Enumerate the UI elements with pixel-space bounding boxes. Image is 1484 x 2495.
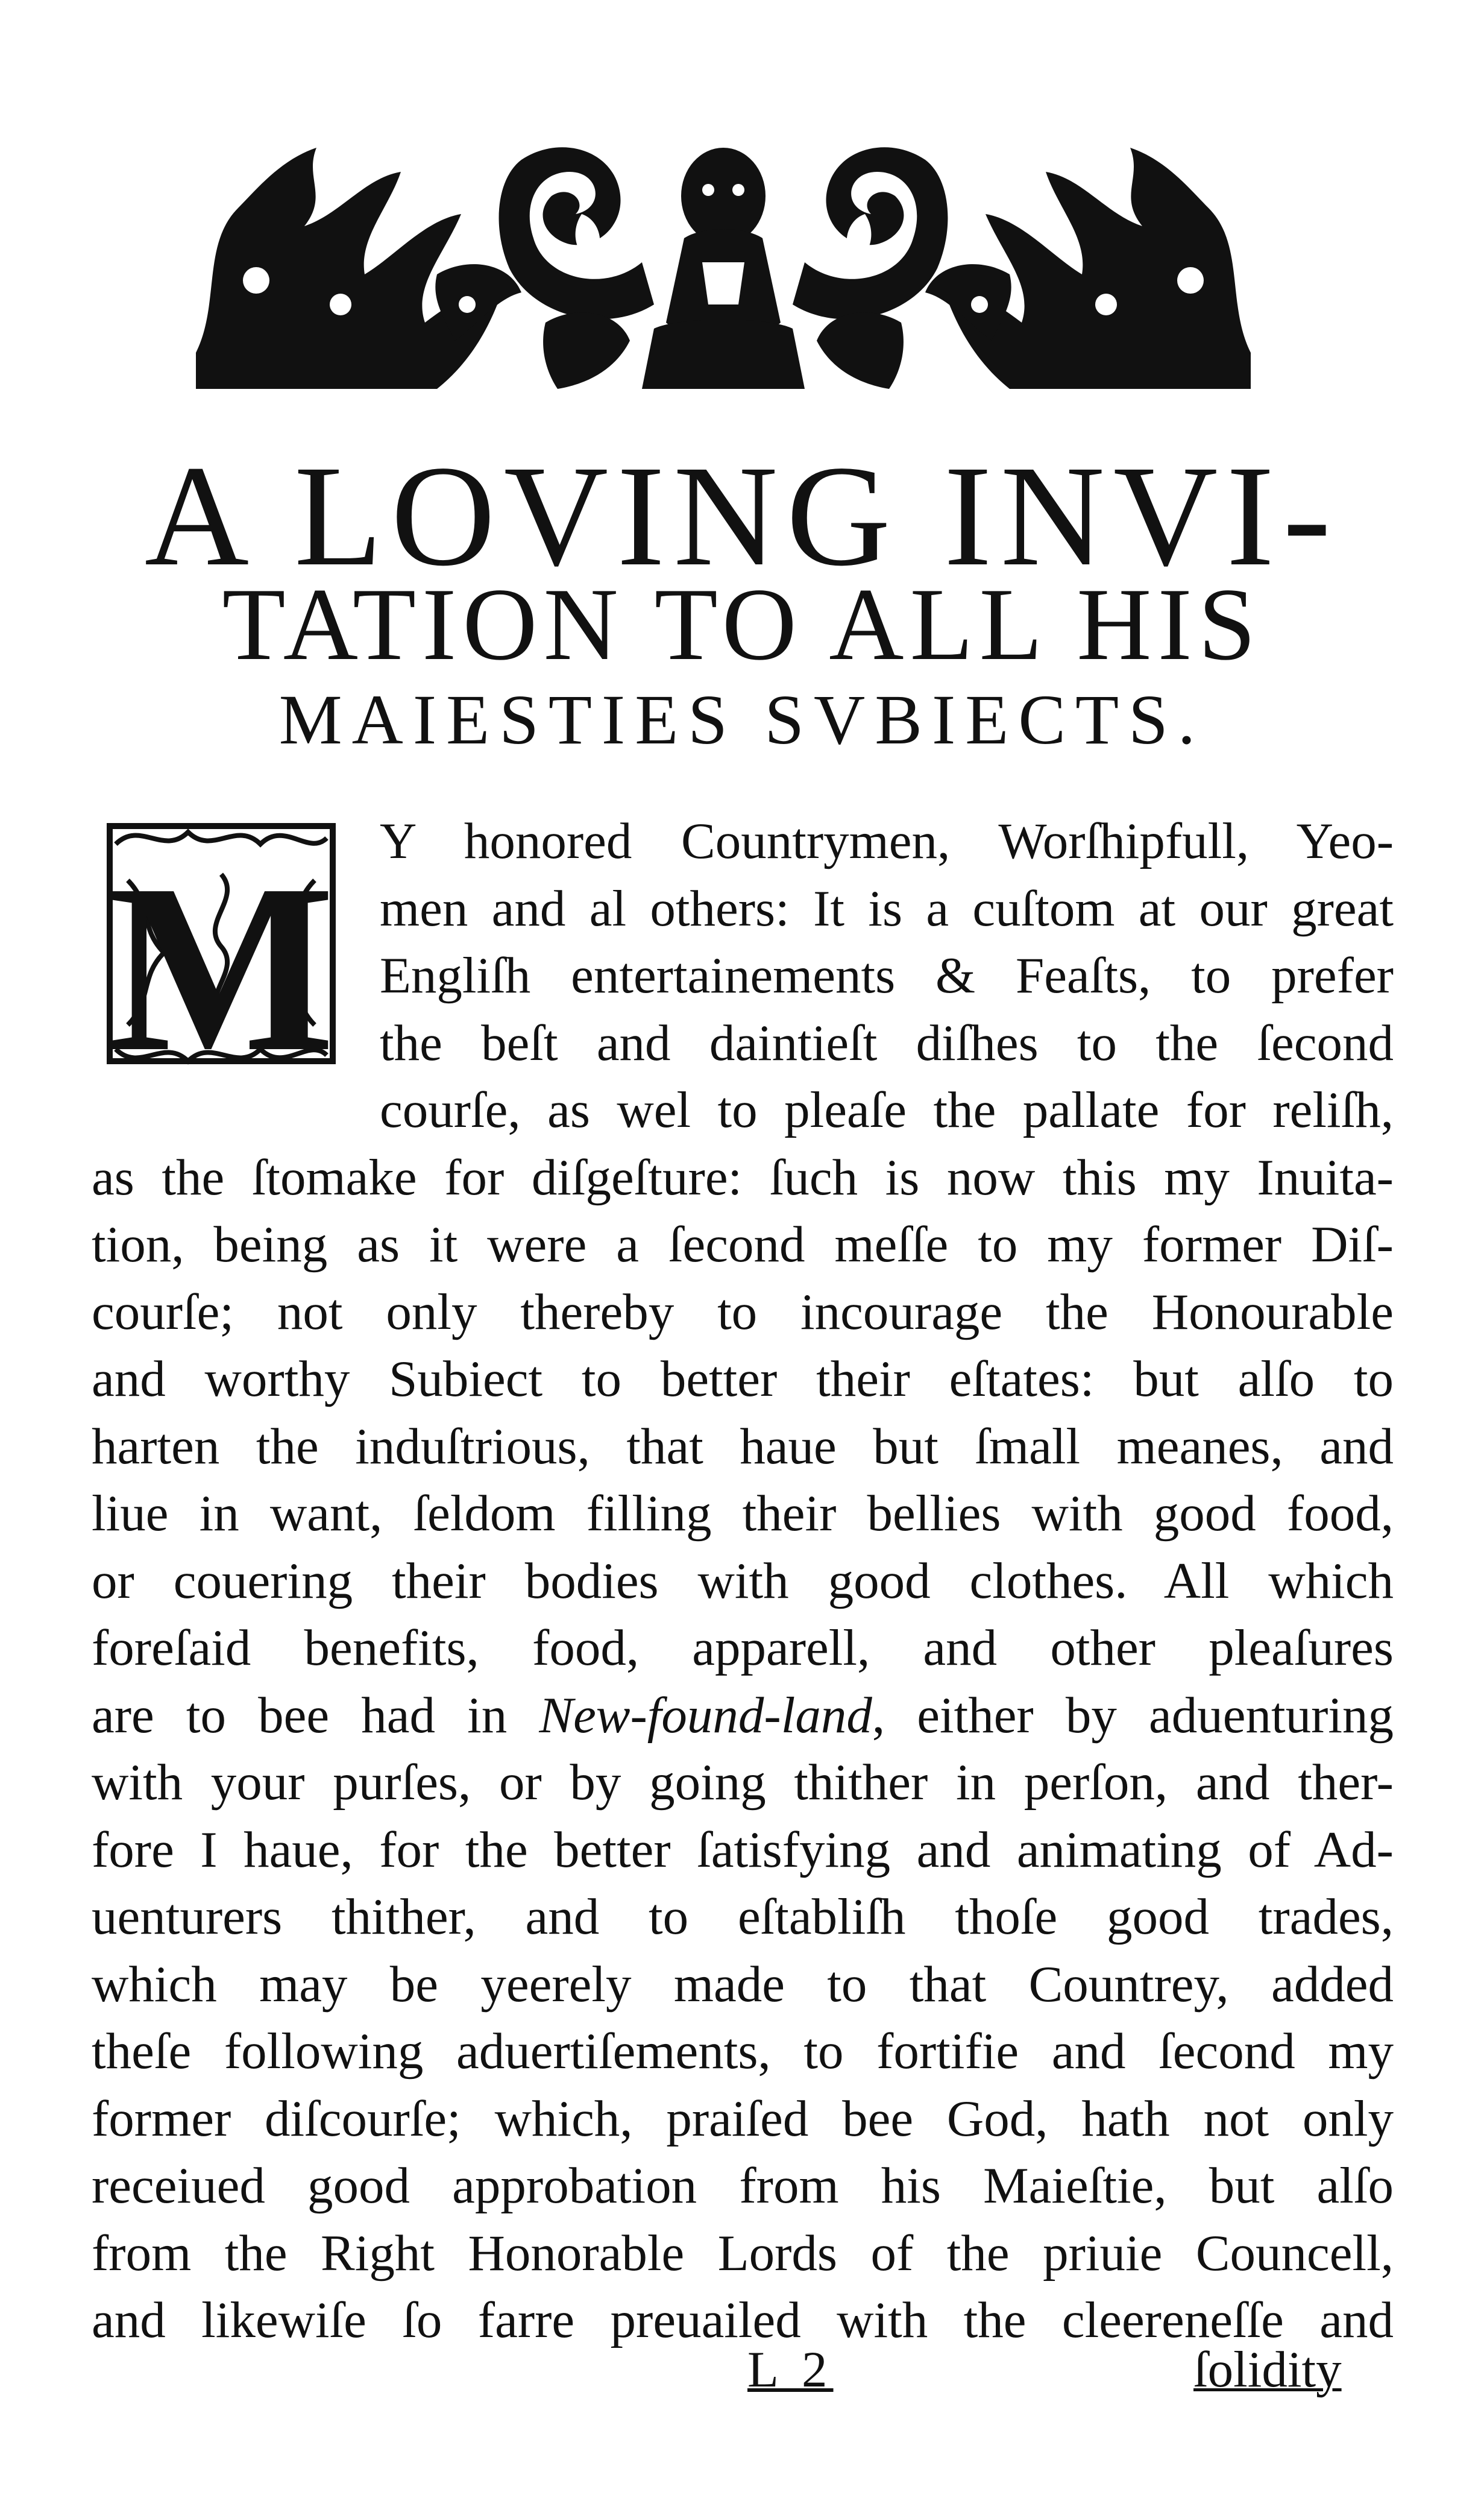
text-line: former diſcourſe; which, praiſed bee God, hath not only bbox=[92, 2090, 1394, 2147]
text-line: or couering their bodies with good clothes. All which bbox=[92, 1552, 1394, 1609]
text-line: fore I haue, for the better ſatisfying and animating of Ad- bbox=[92, 1821, 1394, 1878]
text-line: tion, being as it were a ſecond meſſe to my former Diſ- bbox=[92, 1216, 1394, 1273]
text-line: and worthy Subiect to better their eſtates: but alſo to bbox=[92, 1351, 1394, 1407]
text-line: the beſt and daintieſt diſhes to the ſecond bbox=[380, 1014, 1394, 1071]
text-line: and likewiſe ſo farre preuailed with the cleereneſſe and bbox=[92, 2292, 1394, 2348]
title-line-3: MAIESTIES SVBIECTS. bbox=[278, 680, 1206, 759]
ornamental-headpiece bbox=[184, 124, 1263, 407]
text-line: harten the induſtrious, that haue but ſmall meanes, and bbox=[92, 1418, 1394, 1475]
signature-mark: L 2 bbox=[747, 2341, 834, 2398]
text-line-with-italic: are to bee had in New-found-land, either by aduenturing bbox=[92, 1686, 1394, 1744]
text-line: receiued good approbation from his Maieſtie, but alſo bbox=[92, 2157, 1394, 2214]
body-text bbox=[92, 808, 1394, 2355]
text-line: courſe; not only thereby to incourage the Honourable bbox=[92, 1283, 1394, 1340]
text-line: foreſaid benefits, food, apparell, and other pleaſures bbox=[92, 1620, 1394, 1676]
text-line: Engliſh entertainements & Feaſts, to prefer bbox=[380, 947, 1394, 1004]
text-line: theſe following aduertiſements, to fortifie and ſecond my bbox=[92, 2023, 1394, 2080]
italic-place-name: New-found-land bbox=[539, 1686, 872, 1744]
text-line: which may be yeerely made to that Countrey, added bbox=[92, 1955, 1394, 2013]
text-line: men and al others: It is a cuſtom at our great bbox=[380, 880, 1394, 937]
text-line: as the ſtomake for diſgeſture: ſuch is now this my Inuita- bbox=[92, 1149, 1394, 1206]
text-line: liue in want, ſeldom filling their bellies with good food, bbox=[92, 1485, 1394, 1542]
text-line: with your purſes, or by going thither in perſon, and ther- bbox=[92, 1754, 1394, 1811]
title-line-1: A LOVING INVI- bbox=[144, 435, 1340, 596]
text-line: uenturers thither, and to eſtabliſh thoſe good trades, bbox=[92, 1888, 1394, 1945]
initial-letter: M bbox=[107, 834, 335, 1079]
text-line: from the Right Honorable Lords of the priuie Councell, bbox=[92, 2224, 1394, 2282]
text-line: Y honored Countrymen, Worſhipfull, Yeo- bbox=[380, 813, 1394, 869]
title-line-2: TATION TO ALL HIS bbox=[222, 567, 1262, 682]
text-line: courſe, as wel to pleaſe the pallate for reliſh, bbox=[380, 1082, 1394, 1138]
foliage-ornament-icon bbox=[184, 124, 1263, 407]
catchword: ſolidity bbox=[1193, 2341, 1342, 2398]
